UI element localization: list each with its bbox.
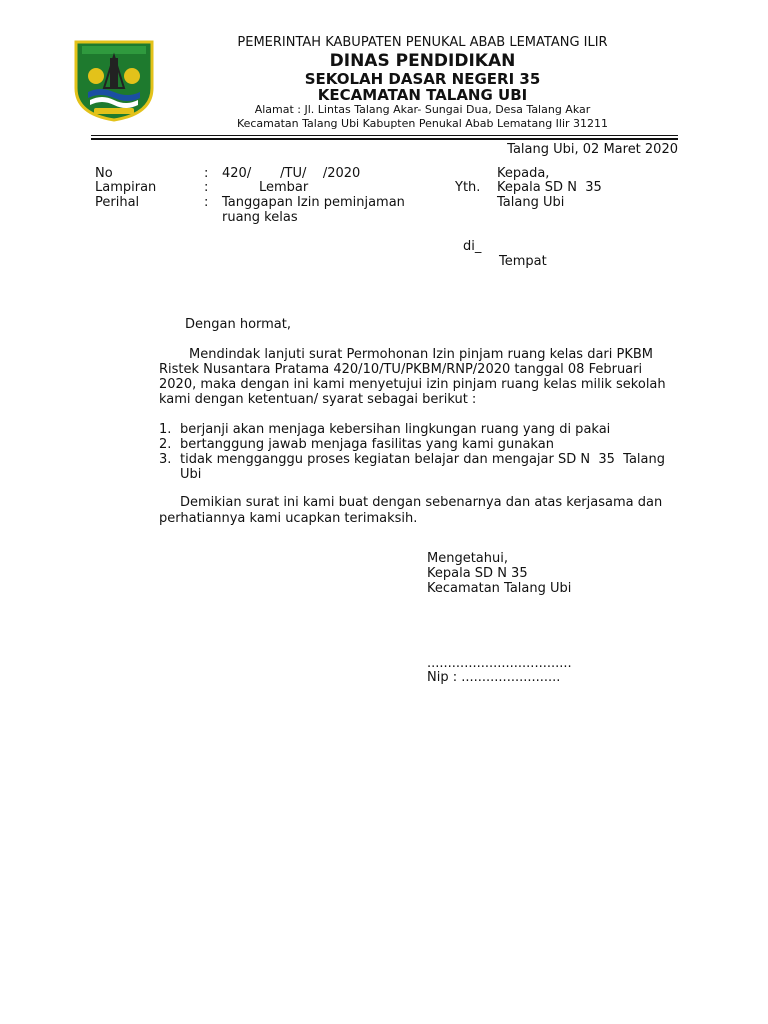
meta-no-label: No xyxy=(95,166,113,181)
meta-perihal-value: Tanggapan Izin peminjaman xyxy=(222,195,405,210)
recipient-kepada: Kepada, xyxy=(497,166,550,181)
list-item-number: 2. xyxy=(159,437,172,452)
letterhead-address-line2: Kecamatan Talang Ubi Kabupten Penukal Abab Lematang Ilir 31211 xyxy=(236,117,609,130)
signature-title: Kepala SD N 35 xyxy=(427,566,528,581)
recipient-yth: Yth. xyxy=(455,180,481,195)
paragraph1-line2: Ristek Nusantara Pratama 420/10/TU/PKBM/RNP/2020 tanggal 08 Februari xyxy=(159,362,643,377)
list-item-text: bertanggung jawab menjaga fasilitas yang kami gunakan xyxy=(180,437,554,452)
meta-no-value: 420/ /TU/ /2020 xyxy=(222,166,361,181)
list-item-text-cont: Ubi xyxy=(180,467,202,482)
signature-nip: Nip : ........................ xyxy=(427,670,561,685)
letterhead-district: KECAMATAN TALANG UBI xyxy=(317,86,528,104)
letterhead-school: SEKOLAH DASAR NEGERI 35 xyxy=(304,70,541,88)
meta-lampiran-colon: : xyxy=(204,180,209,195)
signature-mengetahui: Mengetahui, xyxy=(427,551,508,566)
greeting: Dengan hormat, xyxy=(185,317,292,332)
meta-perihal-value-cont: ruang kelas xyxy=(222,210,298,225)
closing-line2: perhatiannya kami ucapkan terimaksih. xyxy=(159,511,418,526)
place-date: Talang Ubi, 02 Maret 2020 xyxy=(507,142,678,157)
list-item-text: tidak mengganggu proses kegiatan belajar dan mengajar SD N 35 Talang xyxy=(180,452,666,467)
letterhead-divider-thin xyxy=(91,135,678,136)
signature-district: Kecamatan Talang Ubi xyxy=(427,581,572,596)
letterhead-office: DINAS PENDIDIKAN xyxy=(329,51,516,71)
letterhead-government: PEMERINTAH KABUPATEN PENUKAL ABAB LEMATANG ILIR xyxy=(237,35,608,50)
recipient-tempat: Tempat xyxy=(499,254,547,269)
recipient-di: di_ xyxy=(463,239,482,254)
meta-lampiran-label: Lampiran xyxy=(95,180,157,195)
letterhead-address-line1: Alamat : Jl. Lintas Talang Akar- Sungai Dua, Desa Talang Akar xyxy=(254,103,591,116)
meta-perihal-label: Perihal xyxy=(95,195,140,210)
letterhead-divider-thick xyxy=(91,138,678,140)
recipient-name: Kepala SD N 35 xyxy=(497,180,602,195)
meta-lampiran-value: Lembar xyxy=(259,180,309,195)
meta-perihal-colon: : xyxy=(204,195,209,210)
paragraph1-line3: 2020, maka dengan ini kami menyetujui izin pinjam ruang kelas milik sekolah xyxy=(159,377,666,392)
closing-line1: Demikian surat ini kami buat dengan sebenarnya dan atas kerjasama dan xyxy=(180,495,663,510)
recipient-location: Talang Ubi xyxy=(497,195,565,210)
list-item-number: 3. xyxy=(159,452,172,467)
signature-name-placeholder: ................................... xyxy=(427,656,572,671)
paragraph1-line4: kami dengan ketentuan/ syarat sebagai berikut : xyxy=(159,392,477,407)
paragraph1-line1: Mendindak lanjuti surat Permohonan Izin pinjam ruang kelas dari PKBM xyxy=(189,347,654,362)
meta-no-colon: : xyxy=(204,166,209,181)
list-item-text: berjanji akan menjaga kebersihan lingkungan ruang yang di pakai xyxy=(180,422,611,437)
list-item-number: 1. xyxy=(159,422,172,437)
